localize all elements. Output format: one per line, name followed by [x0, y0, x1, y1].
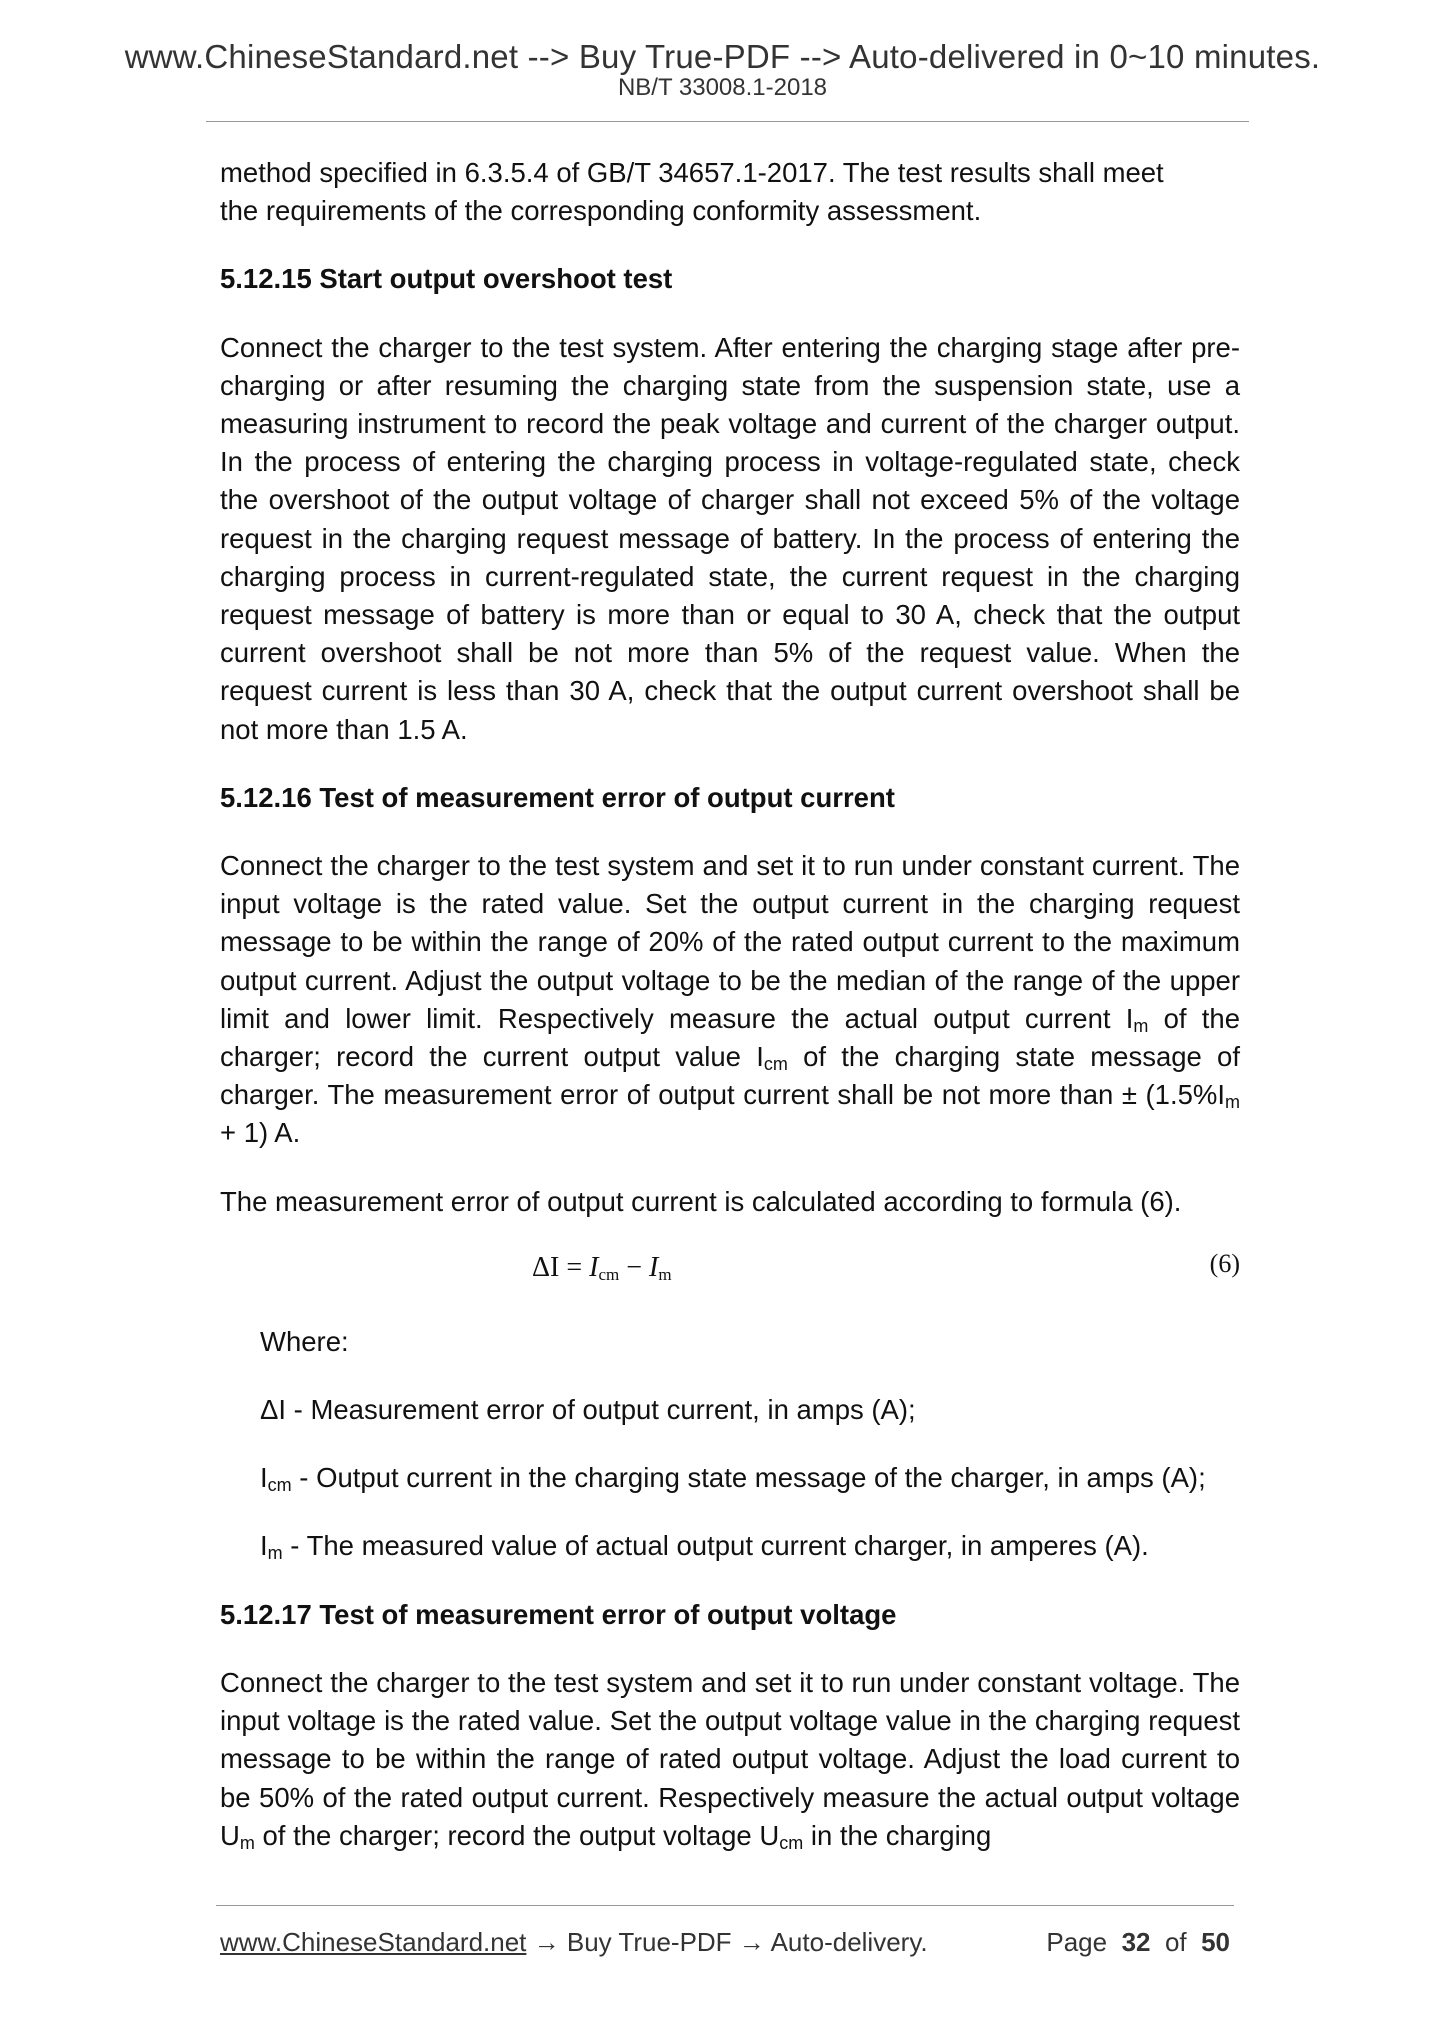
page-indicator: Page 32 of 50: [1046, 1927, 1230, 1957]
overshoot-paragraph: Connect the charger to the test system. After entering the charging stage after pre-charging or after resuming the charging state from the suspension state, use a measuring instrument to record the peak voltage and current of the charger output. In the process of entering the charging process in voltage-regulated state, check the overshoot of the output voltage of charger shall not exceed 5% of the voltage request in the charging request message of battery. In the process of entering the charging process in current-regulated state, the current request in the charging request message of battery is more than or equal to 30 A, check that the output current overshoot shall be not more than 5% of the request value. When the request current is less than 30 A, check that the output current overshoot shall be not more than 1.5 A.: [220, 331, 1240, 745]
intro-paragraph: [220, 154, 1240, 230]
header-divider: [206, 121, 1249, 122]
definition-im: $I_m$ - The measured value of actual output current charger, in amperes (A).: [260, 1530, 1149, 1564]
site-link[interactable]: www.ChineseStandard.net: [220, 1927, 527, 1957]
site-banner: www.ChineseStandard.net --> Buy True-PDF --> Auto-delivered in 0~10 minutes.: [124, 38, 1321, 75]
document-id: NB/T 33008.1-2018: [617, 74, 828, 101]
where-label: Where:: [260, 1325, 349, 1357]
formula-6: [220, 1249, 1240, 1293]
formula-intro: The measurement error of output current is calculated according to formula (6).: [220, 1185, 1182, 1217]
definition-icm: $I_{cm}$ - Output current in the charging state message of the charger, in amps (A);: [260, 1462, 1206, 1496]
section-heading-5-12-16: 5.12.16 Test of measurement error of output current: [220, 781, 895, 813]
formula-expression: $\Delta I = I_{cm} - I_m$: [532, 1251, 672, 1284]
page-content: [220, 154, 1240, 1855]
footer-divider: [216, 1905, 1234, 1906]
formula-number: (6): [1209, 1248, 1240, 1278]
section-heading-5-12-15: 5.12.15 Start output overshoot test: [220, 263, 673, 295]
section-heading-5-12-17: 5.12.17 Test of measurement error of output voltage: [220, 1598, 897, 1630]
total-pages: 50: [1201, 1927, 1230, 1957]
intro-line-1: method specified in 6.3.5.4 of GB/T 34657.1-2017. The test results shall meet: [220, 157, 1164, 188]
intro-line-2: the requirements of the corresponding conformity assessment.: [220, 195, 982, 227]
output-voltage-paragraph: Connect the charger to the test system and set it to run under constant voltage. The input voltage is the rated value. Set the output voltage value in the charging request message to be within the range of rated output voltage. Adjust the load current to be 50% of the rated output current. Respectively measure the actual output voltage $U_m$ of the charger; record the output voltage $U_{cm}$ in the charging: [220, 1666, 1240, 1853]
delivery-text: Auto-delivery.: [770, 1927, 928, 1957]
footer-left: www.ChineseStandard.net → Buy True-PDF → Auto-delivery.: [220, 1927, 928, 1957]
output-current-paragraph: Connect the charger to the test system and set it to run under constant current. The input voltage is the rated value. Set the output current in the charging request message to be within the range of 20% of the rated output current to the maximum output current. Adjust the output voltage to be the median of the range of the upper limit and lower limit. Respectively measure the actual output current $I_m$ of the charger; record the current output value $I_{cm}$ of the charging state message of charger. The measurement error of output current shall be not more than ± $(1.5\%I_m + 1)$ A.: [220, 850, 1240, 1149]
page-footer: [220, 1927, 1236, 1958]
buy-text: Buy True-PDF: [566, 1927, 732, 1957]
current-page: 32: [1121, 1927, 1151, 1957]
definition-delta-i: ΔI - Measurement error of output current, in amps (A);: [260, 1394, 916, 1426]
